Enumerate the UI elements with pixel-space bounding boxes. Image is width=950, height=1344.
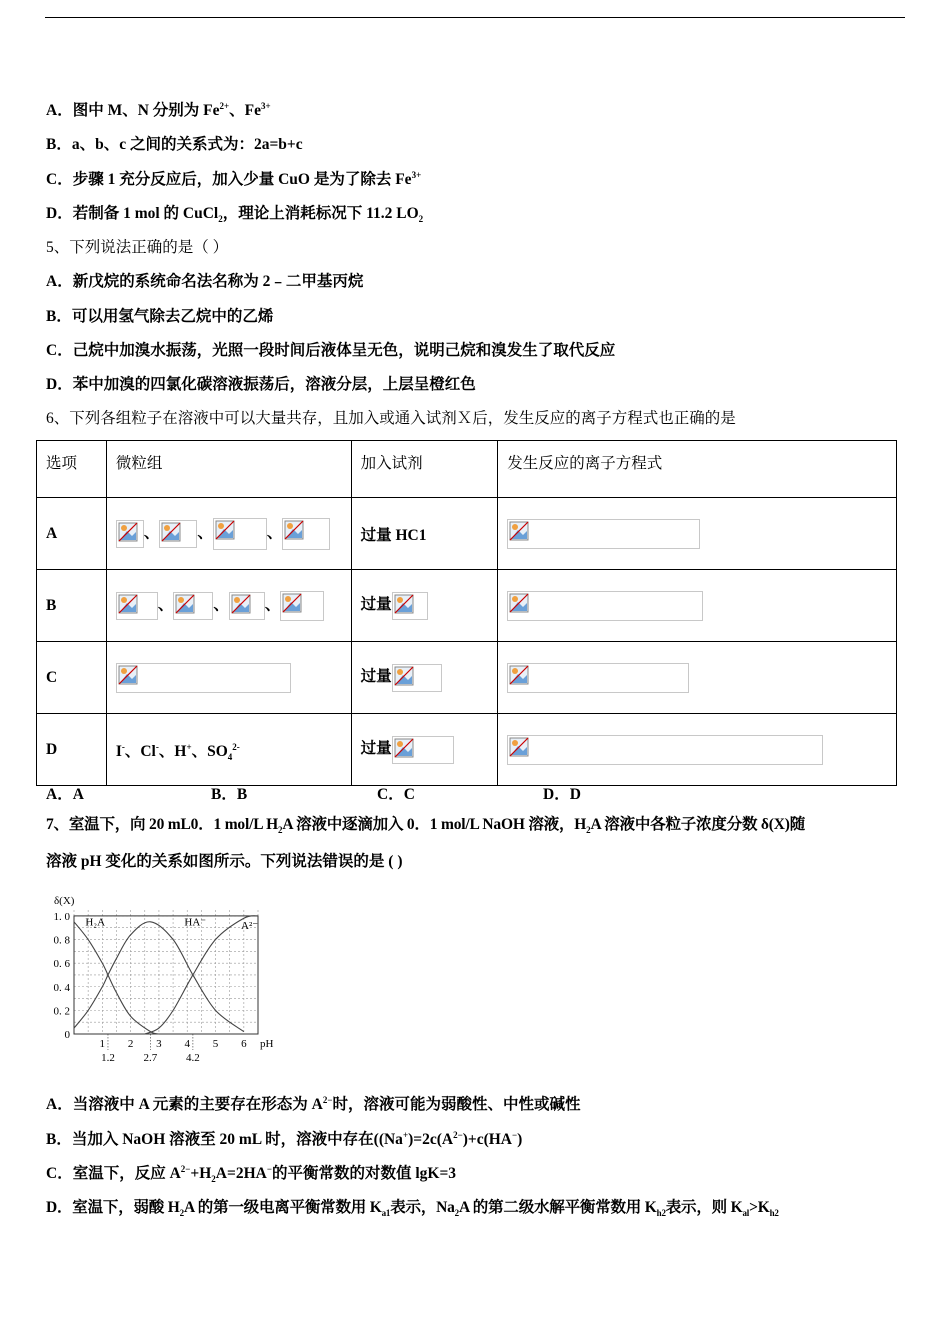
broken-image-icon xyxy=(229,592,265,620)
row-option: C xyxy=(37,642,107,714)
q5-option-b: B．可以用氢气除去乙烷中的乙烯 xyxy=(46,308,274,325)
x-axis-label: pH xyxy=(260,1038,274,1050)
reagent-cell xyxy=(351,570,498,642)
q5-option-a: A．新戊烷的系统命名法名称为 2﹣二甲基丙烷 xyxy=(46,273,364,290)
broken-image-icon xyxy=(507,663,689,693)
broken-image-icon xyxy=(507,735,823,765)
broken-image-icon xyxy=(507,519,700,549)
y-tick-label: 1. 0 xyxy=(53,910,70,923)
q4-option-d: D．若制备 1 mol 的 CuCl$_2$，理论上消耗标况下 11.2 $LO_2$ xyxy=(46,205,424,225)
x-sub-tick-label: 2.7 xyxy=(143,1052,158,1064)
x-tick-label: 6 xyxy=(241,1038,247,1050)
q7-option-a: A．当溶液中 A 元素的主要存在形态为 $A^{2-}$时，溶液可能为弱酸性、中性或碱性 xyxy=(46,1094,581,1113)
particles-cell: I-、Cl-、H+、$SO_4^{2-}$ xyxy=(106,714,351,786)
reagent-cell xyxy=(351,642,498,714)
chart-grid xyxy=(74,910,258,1034)
row-option: A xyxy=(37,498,107,570)
row-option: D xyxy=(37,714,107,786)
table-row xyxy=(37,714,897,786)
broken-image-icon xyxy=(173,592,213,620)
table-row xyxy=(37,642,897,714)
row-reagent: 过量 xyxy=(360,667,392,685)
q6-table xyxy=(36,440,897,786)
reagent-cell xyxy=(351,714,498,786)
broken-image-icon xyxy=(392,664,442,692)
broken-image-icon xyxy=(116,592,158,620)
row-reagent: 过量 HC1 xyxy=(351,498,498,570)
header-equation: 发生反应的离子方程式 xyxy=(498,441,897,498)
x-sub-tick-label: 4.2 xyxy=(186,1052,200,1064)
equation-cell xyxy=(498,642,897,714)
y-axis-label: δ(X) xyxy=(54,895,75,907)
particles-cell: 、 、 、 xyxy=(106,570,351,642)
q7-option-b: B．当加入 NaOH 溶液至 20 mL 时，溶液中存在($(Na^+)=2c(A^{2-})+c(HA^-)$ xyxy=(46,1129,523,1148)
broken-image-icon xyxy=(159,520,197,548)
broken-image-icon xyxy=(213,518,267,550)
y-tick-label: 0. 8 xyxy=(53,934,70,947)
x-sub-tick-label: 1.2 xyxy=(101,1052,115,1064)
y-tick-label: 0. 2 xyxy=(53,1005,70,1018)
series-label: A²⁻ xyxy=(241,919,259,932)
q6-stem: 6、下列各组粒子在溶液中可以大量共存，且加入或通入试剂Ｘ后，发生反应的离子方程式也正确的是 xyxy=(46,410,736,427)
header-option: 选项 xyxy=(37,441,107,498)
x-tick-label: 2 xyxy=(127,1038,134,1050)
q5-stem: 5、下列说法正确的是（ ） xyxy=(46,239,229,256)
particles-cell: 、 、 、 xyxy=(106,498,351,570)
broken-image-icon xyxy=(116,520,144,548)
q6-choice-a: A．A xyxy=(46,786,84,803)
broken-image-icon xyxy=(280,591,324,621)
equation-cell xyxy=(498,498,897,570)
row-option: B xyxy=(37,570,107,642)
y-tick-label: 0. 6 xyxy=(53,958,70,971)
series-label: HA⁻ xyxy=(184,916,207,929)
table-row xyxy=(37,570,897,642)
header-reagent: 加入试剂 xyxy=(351,441,498,498)
series-label: H₂A xyxy=(85,916,106,929)
q7-option-c: C．室温下，反应 $A^{2-}+H_2A=2HA^-$的平衡常数的对数值 lgK=3 xyxy=(46,1163,457,1185)
table-header-row xyxy=(37,441,897,498)
q4-option-b: B．a、b、c 之间的关系式为：2a=b+c xyxy=(46,136,303,153)
row-reagent: 过量 xyxy=(360,739,392,757)
y-tick-label: 0 xyxy=(64,1029,70,1041)
q6-choice-c: C．C xyxy=(377,786,415,803)
q7-option-d: D．室温下，弱酸 $H_2A$ 的第一级电离平衡常数用 $K_{a1}$表示，$Na_2A$ 的第二级水解平衡常数用 $K_{h2}$表示，则 $K_{al}>K_{h2}$ xyxy=(46,1199,779,1219)
x-tick-label: 4 xyxy=(184,1038,190,1050)
equation-cell xyxy=(498,714,897,786)
x-tick-label: 5 xyxy=(212,1038,219,1050)
q5-option-d: D．苯中加溴的四氯化碳溶液振荡后，溶液分层，上层呈橙红色 xyxy=(46,376,476,393)
q7-stem-line2: 溶液 pH 变化的关系如图所示。下列说法错误的是 ( ) xyxy=(46,853,403,870)
chart-labels xyxy=(85,916,258,932)
q6-choice-b: B．B xyxy=(211,786,248,803)
broken-image-icon xyxy=(392,592,428,620)
x-tick-label: 3 xyxy=(156,1038,162,1050)
broken-image-icon xyxy=(507,591,703,621)
broken-image-icon xyxy=(392,736,454,764)
row-reagent: 过量 xyxy=(360,595,392,613)
q4-option-c: C．步骤 1 充分反应后，加入少量 CuO 是为了除去 $Fe^{3+}$ xyxy=(46,169,422,188)
q5-option-c: C．己烷中加溴水振荡，光照一段时间后液体呈无色，说明己烷和溴发生了取代反应 xyxy=(46,342,616,359)
equation-cell xyxy=(498,570,897,642)
broken-image-icon xyxy=(116,663,291,693)
q6-choice-d: D．D xyxy=(543,786,581,803)
broken-image-icon xyxy=(282,518,330,550)
table-row xyxy=(37,498,897,570)
q7-stem-line1: 7、室温下，向 20 mL0．1 mol/L $H_2A$ 溶液中逐滴加入 0．1 mol/L NaOH 溶液，$H_2A$ 溶液中各粒子浓度分数 δ(X)随 xyxy=(46,816,805,836)
header-rule xyxy=(45,17,905,18)
y-tick-label: 0. 4 xyxy=(53,981,70,994)
ph-distribution-chart xyxy=(46,892,276,1067)
header-particles: 微粒组 xyxy=(106,441,351,498)
x-tick-label: 1 xyxy=(99,1038,106,1050)
q4-option-a: A．图中 M、N 分别为 $Fe^{2+}$、$Fe^{3+}$ xyxy=(46,100,271,119)
particles-cell xyxy=(106,642,351,714)
